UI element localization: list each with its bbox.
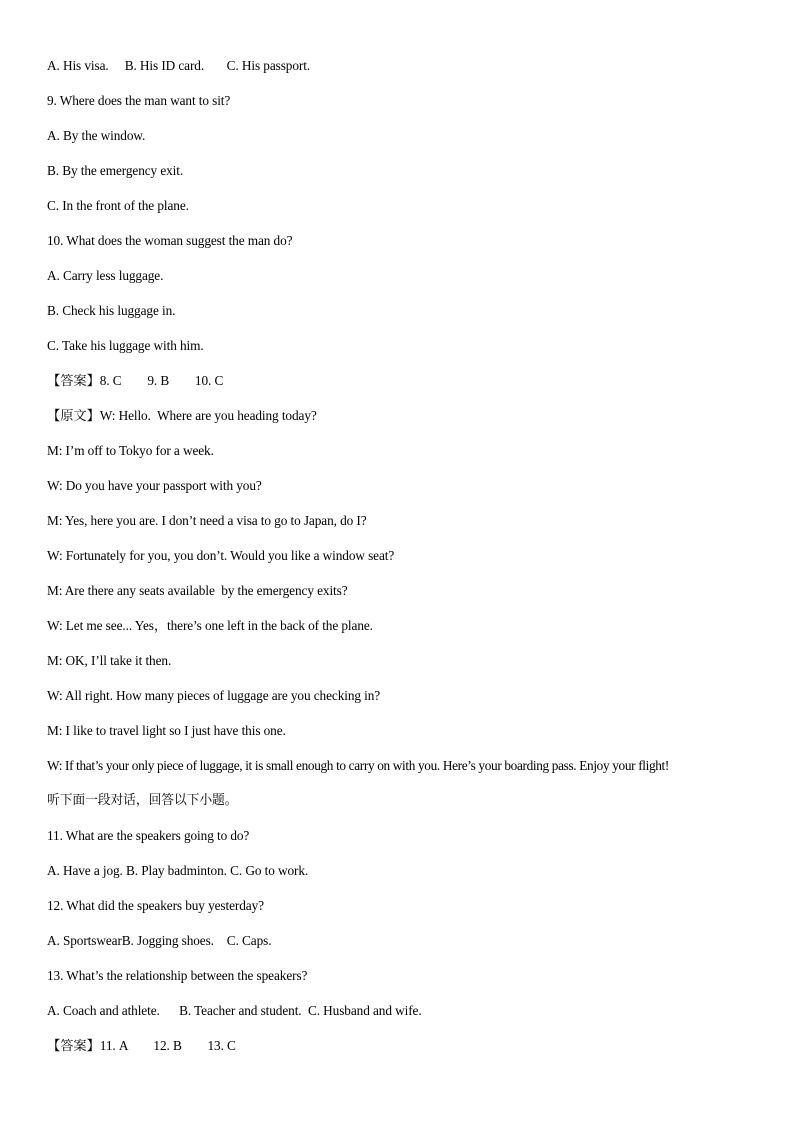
q11-question: 11. What are the speakers going to do? [47,828,250,843]
q12-options: A. SportswearB. Jogging shoes. C. Caps. [47,933,272,948]
transcript-line: M: I like to travel light so I just have this one. [47,723,286,738]
q10-option-b: B. Check his luggage in. [47,303,176,318]
transcript-line: M: I’m off to Tokyo for a week. [47,443,214,458]
transcript-line: W: Fortunately for you, you don’t. Would you like a window seat? [47,548,395,563]
q9-option-a: A. By the window. [47,128,146,143]
section-instruction: 听下面一段对话，回答以下小题。 [47,793,238,808]
q12-question: 12. What did the speakers buy yesterday? [47,898,264,913]
answer-key-11-13: 【答案】11. A 12. B 13. C [47,1038,236,1053]
q11-options: A. Have a jog. B. Play badminton. C. Go to work. [47,863,309,878]
transcript-line: W: Let me see... Yes，there’s one left in the back of the plane. [47,618,373,633]
transcript-line: M: Yes, here you are. I don’t need a visa to go to Japan, do I? [47,513,367,528]
q9-option-b: B. By the emergency exit. [47,163,184,178]
q10-option-a: A. Carry less luggage. [47,268,164,283]
q10-option-c: C. Take his luggage with him. [47,338,204,353]
q8-options: A. His visa. B. His ID card. C. His passport. [47,58,311,73]
document-body [47,56,767,1071]
q9-option-c: C. In the front of the plane. [47,198,189,213]
q10-question: 10. What does the woman suggest the man do? [47,233,293,248]
transcript-line: W: Do you have your passport with you? [47,478,262,493]
q13-question: 13. What’s the relationship between the speakers? [47,968,308,983]
q9-question: 9. Where does the man want to sit? [47,93,231,108]
transcript-line: W: All right. How many pieces of luggage are you checking in? [47,688,381,703]
q13-options: A. Coach and athlete. B. Teacher and student. C. Husband and wife. [47,1003,422,1018]
transcript-line: M: OK, I’ll take it then. [47,653,172,668]
transcript-line: M: Are there any seats available by the emergency exits? [47,583,348,598]
answer-key-8-10: 【答案】8. C 9. B 10. C [47,373,224,388]
transcript-line: 【原文】W: Hello. Where are you heading today? [47,408,317,423]
transcript-line: W: If that’s your only piece of luggage, it is small enough to carry on with you. Here’s your boarding pass. Enjoy your flight! [47,758,669,773]
